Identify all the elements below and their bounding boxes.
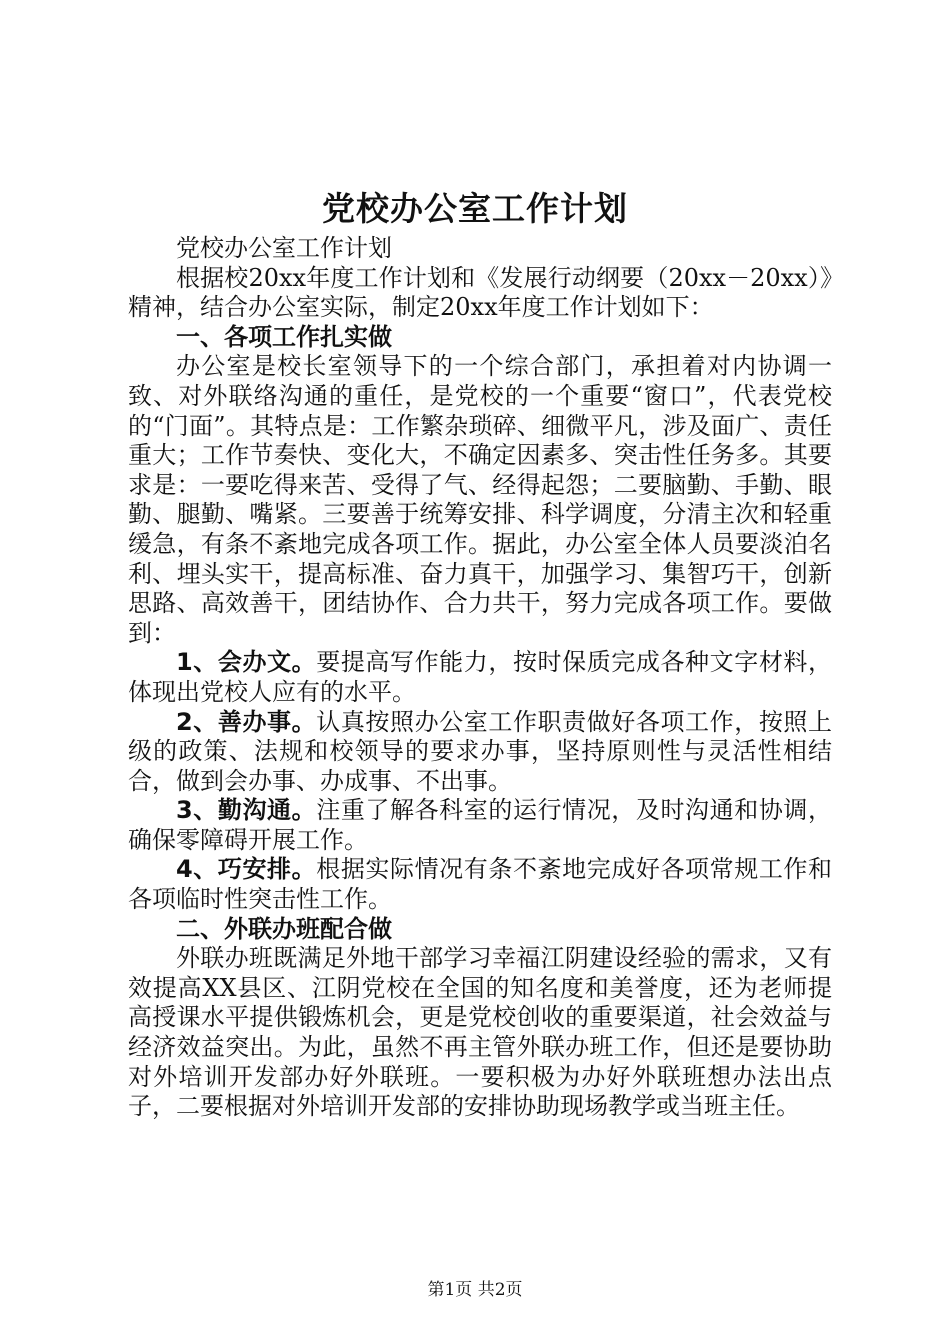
item-lead: 3、勤沟通。 [176,796,317,825]
item-text: 注重了解各科室的运行情况，及时沟通和协调，确保零障碍开展工作。 [128,796,832,854]
paragraph-item-3 [128,796,832,855]
item-text: 要提高写作能力，按时保质完成各种文字材料，体现出党校人应有的水平。 [128,648,832,706]
item-text: 认真按照办公室工作职责做好各项工作，按照上级的政策、法规和校领导的要求办事，坚持原则性与灵活性相结合，做到会办事、办成事、不出事。 [128,707,832,795]
heading-text: 二、外联办班配合做 [176,914,392,943]
paragraph-text: 党校办公室工作计划 [176,234,392,262]
item-text: 根据实际情况有条不紊地完成好各项常规工作和各项临时性突击性工作。 [128,855,832,914]
paragraph-intro [128,264,832,323]
paragraph-item-1 [128,648,832,707]
section-heading-1 [128,323,832,353]
paragraph-text: 根据校20xx年度工作计划和《发展行动纲要（20xx－20xx）》精神，结合办公室实际，制定20xx年度工作计划如下： [128,263,832,322]
paragraph-item-4 [128,855,832,914]
section-heading-2 [128,915,832,945]
document-title: 党校办公室工作计划 [322,189,628,228]
item-lead: 2、善办事。 [176,707,317,736]
document-body [128,234,832,1122]
paragraph-office-role [128,352,832,648]
heading-text: 一、各项工作扎实做 [176,322,392,351]
item-lead: 4、巧安排。 [176,855,317,884]
paragraph-text: 办公室是校长室领导下的一个综合部门，承担着对内协调一致、对外联络沟通的重任，是党校的一个重要“窗口”，代表党校的“门面”。其特点是：工作繁杂琐碎、细微平凡，涉及面广、责任重大；工作节奏快、变化大，不确定因素多、突击性任务多。其要求是：一要吃得来苦、受得了气、经得起怨；二要脑勤、手勤、眼勤、腿勤、嘴紧。三要善于统筹安排、科学调度，分清主次和轻重缓急，有条不紊地完成各项工作。据此，办公室全体人员要淡泊名利、埋头实干，提高标准、奋力真干，加强学习、集智巧干，创新思路、高效善干，团结协作、合力共干，努力完成各项工作。要做到： [128,352,832,647]
item-lead: 1、会办文。 [176,648,317,677]
paragraph-external-classes [128,944,832,1122]
paragraph-item-2 [128,708,832,797]
paragraph-text: 外联办班既满足外地干部学习幸福江阴建设经验的需求，又有效提高XX县区、江阴党校在全国的知名度和美誉度，还为老师提高授课水平提供锻炼机会，更是党校创收的重要渠道，社会效益与经济效益突出。为此，虽然不再主管外联办班工作，但还是要协助对外培训开发部办好外联班。一要积极为办好外联班想办法出点子，二要根据对外培训开发部的安排协助现场教学或当班主任。 [128,944,832,1121]
paragraph-subtitle [128,234,832,264]
page-footer: 第1页 共2页 [427,1280,523,1300]
